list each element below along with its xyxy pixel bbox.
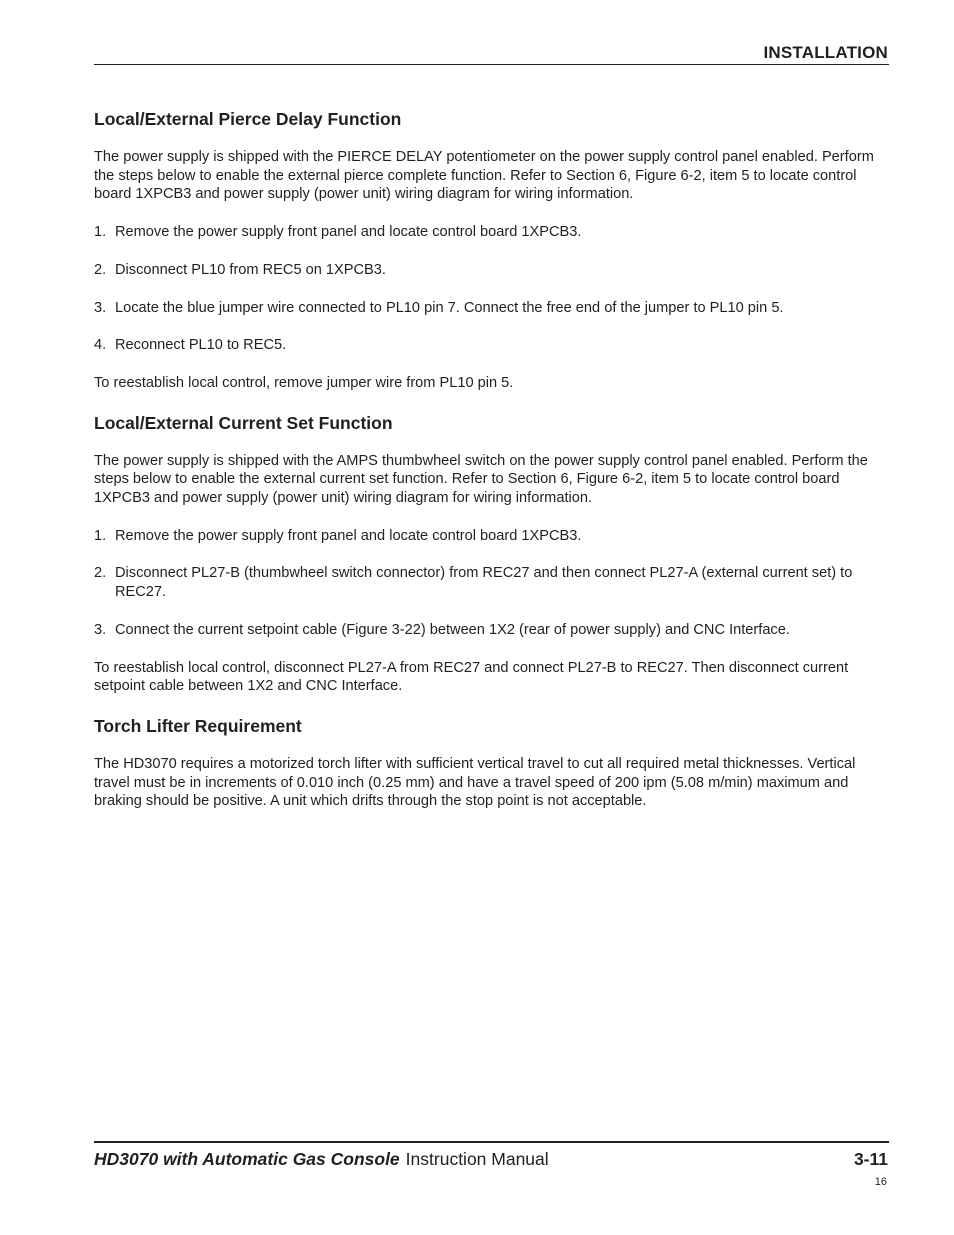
footer-manual-label: Instruction Manual (405, 1149, 549, 1169)
step-number: 4. (94, 337, 107, 354)
step-number: 2. (94, 565, 107, 582)
section-heading: Local/External Pierce Delay Function (94, 109, 402, 129)
step-number: 3. (94, 299, 107, 316)
step-number: 3. (94, 621, 107, 638)
step-text: Reconnect PL10 to REC5. (115, 337, 287, 354)
sheet-number: 16 (874, 1176, 887, 1188)
step-item (94, 299, 889, 318)
step-list (94, 223, 889, 355)
step-item (94, 621, 889, 640)
step-item (94, 336, 889, 355)
step-item (94, 564, 889, 601)
header-divider (94, 64, 889, 65)
step-number: 2. (94, 261, 107, 278)
section-closing: To reestablish local control, remove jumper wire from PL10 pin 5. (94, 374, 514, 391)
section-heading: Local/External Current Set Function (94, 412, 393, 433)
section-intro: The power supply is shipped with the AMPS thumbwheel switch on the power supply control panel enabled. Perform the steps below to enable the external current set function. Refer to Section 6, Figure 6-2, item 5 to locate control board 1XPCB3 and power supply (power unit) wiring diagram for wiring information. (94, 452, 868, 507)
section-closing: To reestablish local control, disconnect PL27-A from REC27 and connect PL27-B to REC27. Then disconnect current setpoint cable between 1X2 and CNC Interface. (94, 659, 849, 695)
step-list (94, 527, 889, 640)
step-text: Connect the current setpoint cable (Figure 3-22) between 1X2 (rear of power supply) and CNC Interface. (115, 621, 790, 638)
page-content (94, 108, 889, 830)
section-torch-lifter (94, 715, 889, 811)
step-number: 1. (94, 527, 107, 544)
step-text: Remove the power supply front panel and locate control board 1XPCB3. (115, 224, 582, 241)
section-pierce-delay (94, 108, 889, 393)
section-intro: The power supply is shipped with the PIERCE DELAY potentiometer on the power supply control panel enabled. Perform the steps below to enable the external pierce complete function. Refer to Section 6, Figure 6-2, item 5 to locate control board 1XPCB3 and power supply (power unit) wiring diagram for wiring information. (94, 149, 874, 203)
page-header-title: INSTALLATION (763, 43, 888, 62)
footer-title (94, 1149, 549, 1170)
step-text: Disconnect PL10 from REC5 on 1XPCB3. (115, 261, 386, 278)
footer-product-name: HD3070 with Automatic Gas Console (94, 1149, 400, 1169)
page-number: 3-11 (853, 1149, 888, 1169)
step-text: Remove the power supply front panel and locate control board 1XPCB3. (115, 527, 582, 544)
step-item (94, 261, 889, 280)
step-item (94, 527, 889, 546)
footer-divider (94, 1141, 889, 1143)
section-current-set (94, 412, 889, 696)
step-text: Disconnect PL27-B (thumbwheel switch connector) from REC27 and then connect PL27-A (external current set) to REC27. (115, 565, 853, 601)
step-item (94, 223, 889, 242)
step-text: Locate the blue jumper wire connected to PL10 pin 7. Connect the free end of the jumper to PL10 pin 5. (115, 299, 784, 316)
step-number: 1. (94, 224, 107, 241)
section-heading: Torch Lifter Requirement (94, 715, 302, 736)
section-intro: The HD3070 requires a motorized torch lifter with sufficient vertical travel to cut all required metal thicknesses. Vertical travel must be in increments of 0.010 inch (0.25 mm) and have a travel speed of 200 ipm (5.08 m/min) maximum and braking should be positive. A unit which drifts through the stop point is not acceptable. (94, 755, 856, 810)
